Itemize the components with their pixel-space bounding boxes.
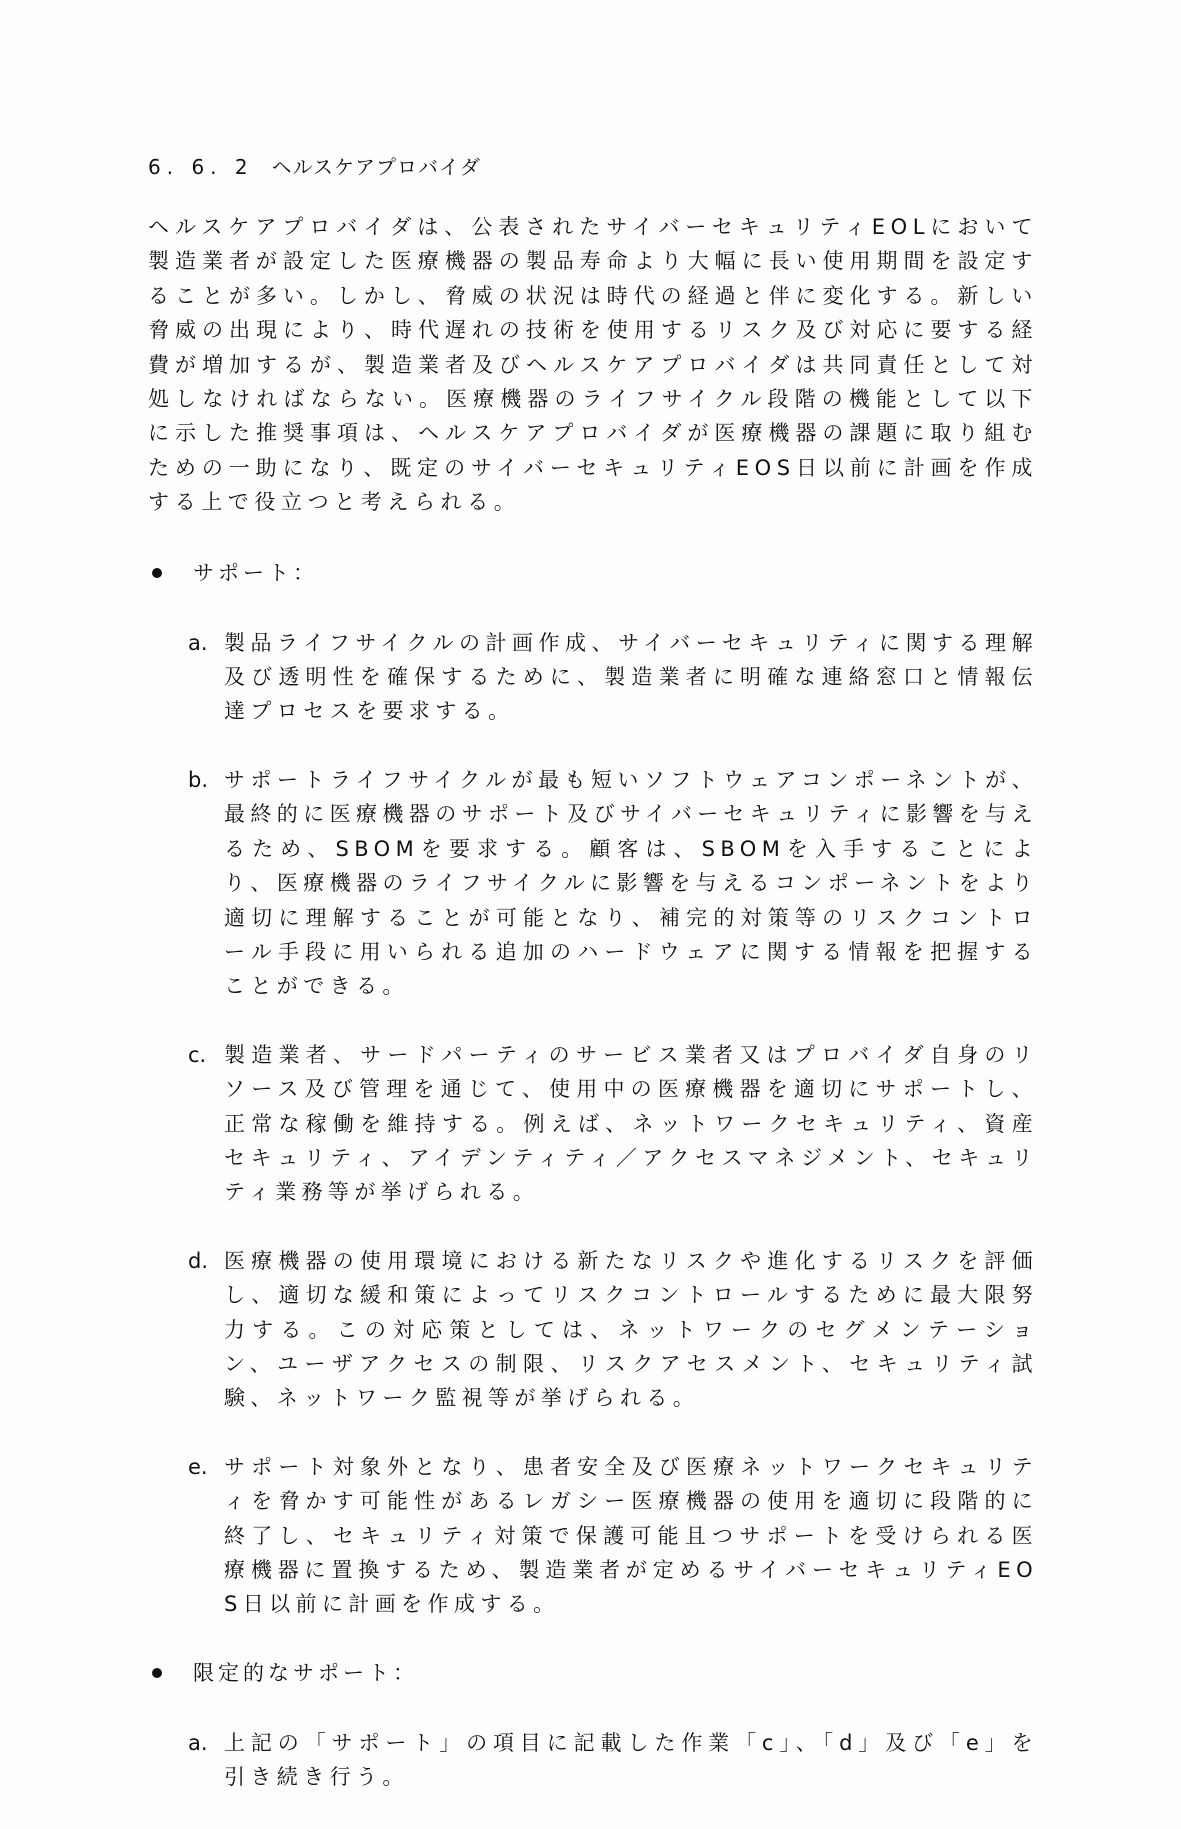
section-number: 6. 6. 2 bbox=[148, 155, 254, 179]
bullet-label: 限定的なサポート： bbox=[193, 1660, 418, 1685]
section-title: ヘルスケアプロバイダ bbox=[271, 155, 482, 179]
item-marker: b. bbox=[188, 767, 209, 792]
bullet-label: サポート： bbox=[193, 560, 318, 585]
item-marker: c. bbox=[188, 1042, 207, 1067]
item-text: 製品ライフサイクルの計画作成、サイバーセキュリティに関する理解及び透明性を確保するために、製造業者に明確な連絡窓口と情報伝達プロセスを要求する。 bbox=[224, 630, 1038, 724]
item-marker: d. bbox=[188, 1248, 209, 1273]
list-item-support-e bbox=[188, 1450, 1038, 1622]
bullet-support bbox=[148, 556, 1038, 590]
list-item-support-a bbox=[188, 626, 1038, 729]
bullet-limited-support bbox=[148, 1656, 1038, 1690]
document-page bbox=[148, 150, 1038, 1829]
list-item-limited-a bbox=[188, 1726, 1038, 1795]
item-text: 医療機器の使用環境における新たなリスクや進化するリスクを評価し、適切な緩和策によってリスクコントロールするために最大限努力する。この対応策としては、ネットワークのセグメンテーション、ユーザアクセスの制限、リスクアセスメント、セキュリティ試験、ネットワーク監視等が挙げられる。 bbox=[224, 1248, 1038, 1411]
list-item-support-c bbox=[188, 1038, 1038, 1210]
list-item-support-d bbox=[188, 1244, 1038, 1416]
item-marker: a. bbox=[188, 1730, 208, 1755]
item-text: 上記の「サポート」の項目に記載した作業「c」、「d」及び「e」を引き続き行う。 bbox=[224, 1730, 1038, 1790]
bullet-icon bbox=[152, 1668, 162, 1678]
intro-paragraph: ヘルスケアプロバイダは、公表されたサイバーセキュリティEOLにおいて製造業者が設定した医療機器の製品寿命より大幅に長い使用期間を設定することが多い。しかし、脅威の状況は時代の経過と伴に変化する。新しい脅威の出現により、時代遅れの技術を使用するリスク及び対応に要する経費が増加するが、製造業者及びヘルスケアプロバイダは共同責任として対処しなければならない。医療機器のライフサイクル段階の機能として以下に示した推奨事項は、ヘルスケアプロバイダが医療機器の課題に取り組むための一助になり、既定のサイバーセキュリティEOS日以前に計画を作成する上で役立つと考えられる。 bbox=[148, 215, 1038, 515]
bullet-icon bbox=[152, 568, 162, 578]
item-marker: e. bbox=[188, 1454, 208, 1479]
item-marker: a. bbox=[188, 630, 208, 655]
item-text: サポートライフサイクルが最も短いソフトウェアコンポーネントが、最終的に医療機器のサポート及びサイバーセキュリティに影響を与えるため、SBOMを要求する。顧客は、SBOMを入手することにより、医療機器のライフサイクルに影響を与えるコンポーネントをより適切に理解することが可能となり、補完的対策等のリスクコントロール手段に用いられる追加のハードウェアに関する情報を把握することができる。 bbox=[224, 767, 1038, 999]
section-heading bbox=[148, 150, 1038, 184]
item-text: サポート対象外となり、患者安全及び医療ネットワークセキュリティを脅かす可能性があるレガシー医療機器の使用を適切に段階的に終了し、セキュリティ対策で保護可能且つサポートを受けられる医療機器に置換するため、製造業者が定めるサイバーセキュリティEOS日以前に計画を作成する。 bbox=[224, 1454, 1038, 1617]
item-text: 製造業者、サードパーティのサービス業者又はプロバイダ自身のリソース及び管理を通じて、使用中の医療機器を適切にサポートし、正常な稼働を維持する。例えば、ネットワークセキュリティ、資産セキュリティ、アイデンティティ／アクセスマネジメント、セキュリティ業務等が挙げられる。 bbox=[224, 1042, 1038, 1205]
list-item-support-b bbox=[188, 763, 1038, 1004]
